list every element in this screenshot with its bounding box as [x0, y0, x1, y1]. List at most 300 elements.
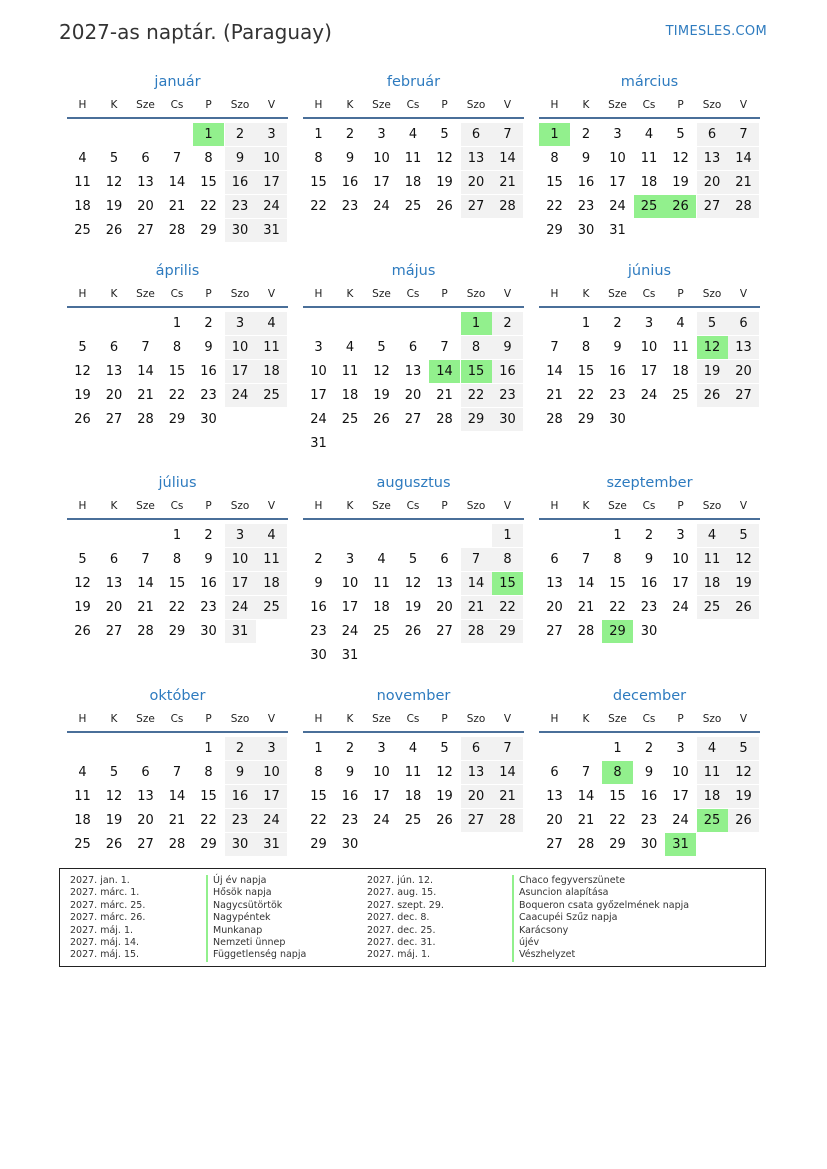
holiday-day-cell: 25	[697, 809, 728, 832]
day-cell: 24	[256, 195, 287, 218]
weekday-header	[539, 286, 760, 308]
legend-holiday-date: 2027. dec. 31.	[367, 936, 436, 948]
day-cell: 7	[550, 340, 559, 355]
day-cell: 13	[461, 761, 492, 784]
day-cell: 19	[672, 175, 689, 190]
day-cell: 4	[256, 524, 287, 547]
weekday-header	[67, 97, 288, 119]
day-cell: 4	[644, 127, 654, 142]
day-cell: 29	[577, 412, 595, 427]
month-8	[303, 474, 524, 668]
day-cell: 10	[310, 364, 327, 379]
day-cell: 7	[581, 765, 591, 780]
weekday-label: Sze	[608, 500, 627, 512]
day-cell: 10	[672, 552, 689, 567]
day-cell: 23	[640, 813, 658, 828]
day-cell: 10	[373, 765, 390, 780]
day-cell: 7	[492, 737, 523, 760]
day-cell: 20	[404, 388, 422, 403]
legend-holiday-date: 2027. márc. 26.	[70, 912, 146, 924]
holiday-day-cell: 1	[539, 123, 570, 146]
day-cell: 9	[492, 336, 523, 359]
day-cell: 17	[225, 572, 256, 595]
day-grid	[303, 737, 524, 881]
day-cell: 4	[78, 151, 87, 166]
legend-holiday-name: Új év napja	[206, 875, 306, 887]
day-cell: 11	[697, 548, 728, 571]
day-grid	[539, 524, 760, 668]
day-cell: 21	[728, 171, 759, 194]
day-cell: 27	[137, 223, 154, 238]
weekday-label: Sze	[372, 713, 391, 725]
day-cell: 1	[613, 528, 622, 543]
day-cell: 23	[492, 384, 523, 407]
day-cell: 3	[225, 524, 256, 547]
weekday-label: V	[267, 713, 276, 725]
day-cell: 23	[640, 600, 658, 615]
day-cell: 7	[141, 340, 150, 355]
weekday-header	[539, 711, 760, 733]
legend-holiday-name: Függetlenség napja	[206, 949, 306, 961]
day-cell: 18	[256, 360, 287, 383]
day-cell: 5	[78, 340, 87, 355]
day-cell: 31	[609, 223, 626, 238]
day-cell: 8	[172, 552, 182, 567]
day-cell: 28	[168, 223, 186, 238]
day-cell: 8	[550, 151, 559, 166]
day-cell: 26	[728, 809, 759, 832]
weekday-label: P	[205, 713, 212, 725]
weekday-label: Sze	[608, 288, 627, 300]
day-cell: 30	[609, 412, 626, 427]
day-cell: 31	[225, 620, 256, 643]
weekday-label: P	[205, 288, 212, 300]
legend-holiday-name: újév	[512, 937, 689, 949]
day-cell: 8	[613, 552, 622, 567]
day-cell: 20	[697, 171, 728, 194]
day-cell: 10	[373, 151, 390, 166]
day-grid	[67, 524, 288, 668]
day-cell: 22	[168, 600, 186, 615]
day-cell: 14	[168, 789, 186, 804]
weekday-label: H	[78, 713, 87, 725]
day-cell: 23	[609, 388, 626, 403]
day-cell: 21	[492, 171, 523, 194]
day-cell: 1	[314, 741, 323, 756]
day-cell: 19	[74, 600, 91, 615]
holiday-day-cell: 8	[602, 761, 633, 784]
day-cell: 4	[697, 524, 728, 547]
day-cell: 16	[577, 175, 595, 190]
weekday-label: H	[78, 99, 87, 111]
weekday-label: K	[582, 500, 590, 512]
day-cell: 17	[373, 789, 390, 804]
day-grid	[539, 123, 760, 267]
day-cell: 25	[256, 384, 287, 407]
day-cell: 13	[105, 364, 123, 379]
legend-holiday-date: 2027. máj. 1.	[367, 949, 431, 961]
day-cell: 23	[341, 199, 359, 214]
day-cell: 3	[256, 123, 287, 146]
day-cell: 29	[546, 223, 563, 238]
day-cell: 16	[640, 789, 658, 804]
day-cell: 10	[225, 548, 256, 571]
day-cell: 29	[200, 223, 217, 238]
day-cell: 31	[310, 436, 327, 451]
day-grid	[303, 312, 524, 456]
weekday-label: Cs	[642, 99, 656, 111]
day-cell: 27	[461, 195, 492, 218]
month-11	[303, 687, 524, 881]
day-cell: 11	[672, 340, 689, 355]
day-cell: 30	[341, 837, 359, 852]
day-cell: 15	[168, 364, 186, 379]
weekday-label: Cs	[406, 99, 420, 111]
legend-holiday-date: 2027. dec. 8.	[367, 912, 430, 924]
weekday-label: Sze	[136, 500, 155, 512]
day-cell: 26	[436, 199, 453, 214]
day-cell: 19	[373, 388, 390, 403]
weekday-label: V	[267, 99, 276, 111]
day-cell: 3	[345, 552, 355, 567]
day-grid	[303, 524, 524, 668]
day-cell: 1	[613, 741, 622, 756]
weekday-label: H	[314, 713, 323, 725]
weekday-label: Cs	[170, 99, 184, 111]
weekday-header	[67, 286, 288, 308]
day-cell: 15	[577, 364, 595, 379]
day-cell: 13	[461, 147, 492, 170]
legend-holiday-date: 2027. máj. 1.	[70, 924, 134, 936]
day-cell: 29	[310, 837, 327, 852]
weekday-label: K	[346, 99, 354, 111]
day-cell: 19	[404, 600, 422, 615]
day-cell: 5	[440, 127, 449, 142]
day-cell: 20	[105, 388, 123, 403]
day-cell: 30	[492, 408, 523, 431]
weekday-label: P	[441, 288, 448, 300]
day-cell: 26	[105, 837, 123, 852]
day-cell: 6	[408, 340, 418, 355]
day-cell: 7	[172, 151, 182, 166]
day-cell: 14	[492, 761, 523, 784]
holiday-day-cell: 25	[634, 195, 665, 218]
day-cell: 9	[225, 147, 256, 170]
day-cell: 10	[256, 761, 287, 784]
legend-names-right	[512, 875, 689, 962]
day-cell: 7	[440, 340, 449, 355]
day-cell: 9	[644, 552, 654, 567]
legend-holiday-date: 2027. máj. 15.	[70, 949, 140, 961]
weekday-label: K	[110, 99, 118, 111]
weekday-label: P	[441, 713, 448, 725]
day-grid	[303, 123, 524, 267]
day-cell: 26	[74, 624, 91, 639]
legend-holiday-name: Vészhelyzet	[512, 949, 689, 961]
day-cell: 28	[546, 412, 563, 427]
day-cell: 19	[105, 199, 123, 214]
day-cell: 25	[404, 199, 422, 214]
day-cell: 8	[172, 340, 182, 355]
day-cell: 22	[609, 600, 626, 615]
weekday-header	[539, 498, 760, 520]
holiday-day-cell: 15	[461, 360, 492, 383]
weekday-header	[303, 498, 524, 520]
weekday-label: V	[503, 288, 512, 300]
day-cell: 28	[137, 412, 154, 427]
legend-dates-left	[70, 875, 145, 962]
day-cell: 5	[728, 524, 759, 547]
day-cell: 8	[314, 151, 323, 166]
month-10	[67, 687, 288, 881]
day-cell: 27	[728, 384, 759, 407]
weekday-label: K	[582, 99, 590, 111]
legend-holiday-date: 2027. máj. 14.	[70, 936, 140, 948]
day-cell: 11	[373, 576, 390, 591]
day-cell: 2	[204, 316, 213, 331]
day-cell: 24	[225, 596, 256, 619]
day-cell: 9	[581, 151, 591, 166]
month-3	[539, 73, 760, 267]
day-cell: 26	[373, 412, 390, 427]
weekday-label: K	[582, 288, 590, 300]
weekday-label: Szo	[702, 288, 722, 300]
day-cell: 16	[492, 360, 523, 383]
day-cell: 17	[256, 785, 287, 808]
day-cell: 28	[492, 195, 523, 218]
day-cell: 21	[546, 388, 563, 403]
weekday-label: P	[441, 500, 448, 512]
day-cell: 10	[672, 765, 689, 780]
day-cell: 28	[577, 837, 595, 852]
weekday-label: Cs	[642, 288, 656, 300]
day-cell: 16	[200, 364, 217, 379]
day-cell: 8	[492, 548, 523, 571]
day-cell: 10	[225, 336, 256, 359]
day-grid	[67, 737, 288, 881]
day-cell: 29	[168, 624, 186, 639]
day-cell: 27	[137, 837, 154, 852]
day-cell: 12	[404, 576, 422, 591]
weekday-label: H	[550, 500, 559, 512]
day-cell: 24	[672, 600, 689, 615]
weekday-label: Szo	[466, 713, 486, 725]
day-cell: 25	[373, 624, 390, 639]
day-cell: 21	[577, 813, 595, 828]
day-cell: 4	[345, 340, 355, 355]
day-cell: 22	[200, 199, 217, 214]
day-cell: 18	[74, 199, 91, 214]
day-cell: 18	[640, 175, 658, 190]
day-cell: 15	[200, 175, 217, 190]
day-cell: 4	[697, 737, 728, 760]
day-cell: 2	[644, 528, 654, 543]
weekday-label: K	[346, 713, 354, 725]
month-12	[539, 687, 760, 881]
weekday-header	[303, 711, 524, 733]
day-cell: 22	[200, 813, 217, 828]
day-cell: 3	[676, 741, 685, 756]
day-cell: 25	[672, 388, 689, 403]
weekday-label: Cs	[170, 500, 184, 512]
weekday-label: Sze	[136, 99, 155, 111]
day-cell: 5	[109, 765, 119, 780]
month-2	[303, 73, 524, 267]
day-cell: 25	[341, 412, 359, 427]
legend-holiday-name: Hősök napja	[206, 887, 306, 899]
day-cell: 16	[310, 600, 327, 615]
weekday-label: K	[582, 713, 590, 725]
weekday-label: V	[503, 500, 512, 512]
day-cell: 17	[609, 175, 626, 190]
weekday-label: V	[739, 500, 748, 512]
day-cell: 29	[168, 412, 186, 427]
month-1	[67, 73, 288, 267]
day-cell: 23	[200, 388, 217, 403]
day-cell: 6	[461, 123, 492, 146]
day-cell: 2	[225, 123, 256, 146]
day-grid	[67, 123, 288, 267]
day-cell: 27	[461, 809, 492, 832]
legend-holiday-name: Nagypéntek	[206, 912, 306, 924]
day-cell: 11	[256, 548, 287, 571]
day-cell: 22	[546, 199, 563, 214]
day-cell: 13	[697, 147, 728, 170]
day-cell: 24	[672, 813, 689, 828]
day-cell: 20	[436, 600, 453, 615]
holiday-legend	[59, 868, 766, 967]
day-cell: 3	[377, 741, 386, 756]
day-cell: 11	[74, 175, 91, 190]
weekday-label: Szo	[230, 500, 250, 512]
month-name: április	[155, 263, 200, 279]
weekday-header	[67, 711, 288, 733]
weekday-label: P	[205, 99, 212, 111]
day-cell: 2	[613, 316, 622, 331]
weekday-label: V	[739, 99, 748, 111]
brand-link[interactable]: TIMESLES.COM	[665, 24, 767, 39]
weekday-label: Cs	[406, 288, 420, 300]
day-cell: 29	[609, 837, 626, 852]
day-cell: 19	[74, 388, 91, 403]
weekday-label: V	[267, 500, 276, 512]
day-cell: 5	[676, 127, 685, 142]
day-cell: 13	[404, 364, 422, 379]
weekday-label: Cs	[170, 288, 184, 300]
day-cell: 7	[492, 123, 523, 146]
day-cell: 2	[581, 127, 591, 142]
day-cell: 2	[225, 737, 256, 760]
legend-holiday-name: Boqueron csata győzelmének napja	[512, 900, 689, 912]
weekday-label: V	[503, 99, 512, 111]
day-cell: 30	[310, 648, 327, 663]
weekday-label: V	[267, 288, 276, 300]
day-cell: 6	[141, 765, 150, 780]
day-cell: 5	[728, 737, 759, 760]
month-name: január	[154, 74, 201, 90]
day-cell: 21	[168, 199, 186, 214]
month-name: december	[612, 688, 687, 704]
day-cell: 23	[341, 813, 359, 828]
day-cell: 9	[204, 552, 213, 567]
month-5	[303, 262, 524, 456]
weekday-label: Sze	[608, 99, 627, 111]
day-cell: 20	[105, 600, 123, 615]
legend-holiday-date: 2027. jan. 1.	[70, 875, 130, 886]
weekday-header	[303, 286, 524, 308]
day-cell: 31	[256, 833, 287, 856]
day-cell: 17	[373, 175, 390, 190]
weekday-header	[303, 97, 524, 119]
day-cell: 10	[256, 147, 287, 170]
day-cell: 2	[492, 312, 523, 335]
day-cell: 29	[200, 837, 217, 852]
day-cell: 9	[345, 151, 355, 166]
weekday-label: Cs	[642, 713, 656, 725]
day-cell: 27	[546, 837, 563, 852]
day-cell: 22	[577, 388, 595, 403]
day-cell: 27	[105, 624, 123, 639]
weekday-label: H	[550, 713, 559, 725]
day-cell: 18	[373, 600, 390, 615]
day-grid	[539, 312, 760, 456]
day-cell: 18	[74, 813, 91, 828]
day-cell: 17	[672, 789, 689, 804]
day-cell: 16	[640, 576, 658, 591]
weekday-label: Szo	[230, 99, 250, 111]
day-cell: 17	[672, 576, 689, 591]
day-cell: 20	[546, 813, 563, 828]
day-cell: 1	[172, 528, 182, 543]
day-cell: 6	[728, 312, 759, 335]
weekday-label: Sze	[372, 500, 391, 512]
day-cell: 8	[204, 151, 213, 166]
day-cell: 25	[74, 837, 91, 852]
day-cell: 17	[256, 171, 287, 194]
legend-holiday-name: Karácsony	[512, 925, 689, 937]
day-cell: 8	[204, 765, 213, 780]
day-cell: 21	[577, 600, 595, 615]
day-cell: 2	[314, 552, 323, 567]
day-cell: 21	[436, 388, 453, 403]
weekday-label: P	[677, 288, 684, 300]
weekday-label: H	[550, 288, 559, 300]
day-cell: 2	[204, 528, 213, 543]
day-cell: 16	[225, 171, 256, 194]
day-cell: 30	[640, 624, 658, 639]
day-cell: 18	[404, 175, 422, 190]
day-cell: 6	[461, 737, 492, 760]
day-cell: 20	[728, 360, 759, 383]
day-cell: 11	[256, 336, 287, 359]
day-cell: 28	[728, 195, 759, 218]
day-cell: 13	[436, 576, 453, 591]
day-cell: 13	[546, 576, 563, 591]
day-cell: 28	[436, 412, 453, 427]
weekday-label: K	[110, 713, 118, 725]
weekday-label: Szo	[466, 99, 486, 111]
day-cell: 19	[697, 360, 728, 383]
day-cell: 9	[204, 340, 213, 355]
day-cell: 21	[137, 600, 154, 615]
day-cell: 27	[436, 624, 453, 639]
day-cell: 6	[109, 340, 119, 355]
weekday-label: P	[677, 99, 684, 111]
day-cell: 4	[408, 741, 418, 756]
day-cell: 15	[168, 576, 186, 591]
day-cell: 12	[728, 761, 759, 784]
holiday-day-cell: 12	[697, 336, 728, 359]
